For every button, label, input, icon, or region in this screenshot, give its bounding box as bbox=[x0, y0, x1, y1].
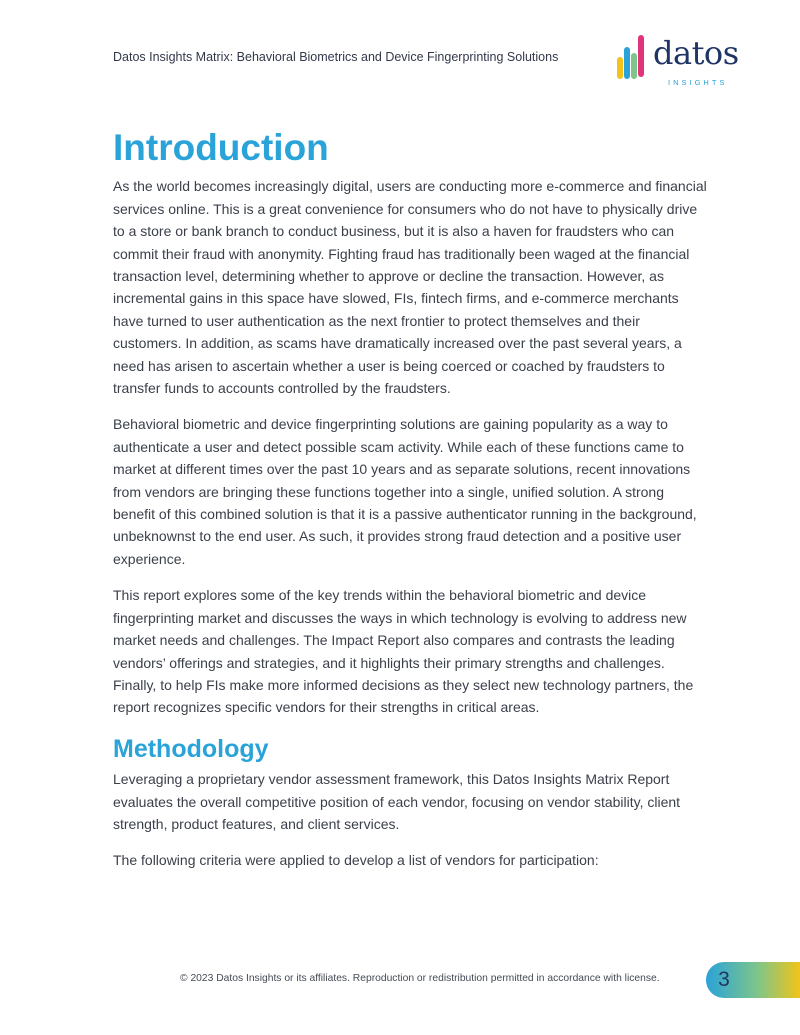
document-header-title: Datos Insights Matrix: Behavioral Biometrics and Device Fingerprinting Solutions bbox=[113, 50, 559, 64]
introduction-paragraph: This report explores some of the key trends within the behavioral biometric and device fingerprinting market and discusses the ways in which technology is evolving to address new market needs and challenges. The Impact Report also compares and contrasts the leading vendors’ offerings and strategies, and it highlights their primary strengths and challenges. Finally, to help FIs make more informed decisions as they select new technology partners, the report recognizes specific vendors for their strengths in critical areas. bbox=[113, 587, 694, 716]
methodology-paragraph: The following criteria were applied to develop a list of vendors for participation: bbox=[113, 852, 599, 869]
logo-subtitle: INSIGHTS bbox=[668, 78, 728, 87]
page-number-tab bbox=[706, 962, 800, 998]
logo-bars-icon bbox=[615, 33, 649, 83]
methodology-paragraph: Leveraging a proprietary vendor assessment framework, this Datos Insights Matrix Report evaluates the overall competitive position of each vendor, focusing on vendor stability, client strength, product features, and client services. bbox=[113, 771, 681, 833]
footer-copyright: © 2023 Datos Insights or its affiliates. Reproduction or redistribution permitted in accordance with license. bbox=[180, 973, 660, 984]
introduction-paragraph: As the world becomes increasingly digital, users are conducting more e-commerce and financial services online. This is a great convenience for consumers who do not have to physically drive to a store or bank branch to conduct business, but it is also a haven for fraudsters who can commit their fraud with anonymity. Fighting fraud has traditionally been waged at the financial transaction level, determining whether to approve or decline the transaction. However, as incremental gains in this space have slowed, FIs, fintech firms, and e-commerce merchants have turned to user authentication as the next frontier to protect themselves and their customers. In addition, as scams have dramatically increased over the past several years, a need has arisen to ascertain whether a user is being coerced or coached by fraudsters to transfer funds to accounts controlled by the fraudsters. bbox=[113, 178, 707, 397]
datos-insights-logo bbox=[615, 33, 755, 89]
logo-wordmark: datos bbox=[653, 34, 739, 72]
page-number: 3 bbox=[718, 968, 730, 991]
page-content bbox=[113, 126, 708, 886]
methodology-heading: Methodology bbox=[113, 734, 269, 763]
introduction-paragraph: Behavioral biometric and device fingerprinting solutions are gaining popularity as a way to authenticate a user and detect possible scam activity. While each of these functions came to market at different times over the past 10 years and as separate solutions, recent innovations from vendors are bringing these functions together into a single, unified solution. A strong benefit of this combined solution is that it is a passive authenticator running in the background, unbeknownst to the end user. As such, it provides strong fraud detection and a positive user experience. bbox=[113, 416, 697, 567]
introduction-heading: Introduction bbox=[113, 127, 329, 168]
